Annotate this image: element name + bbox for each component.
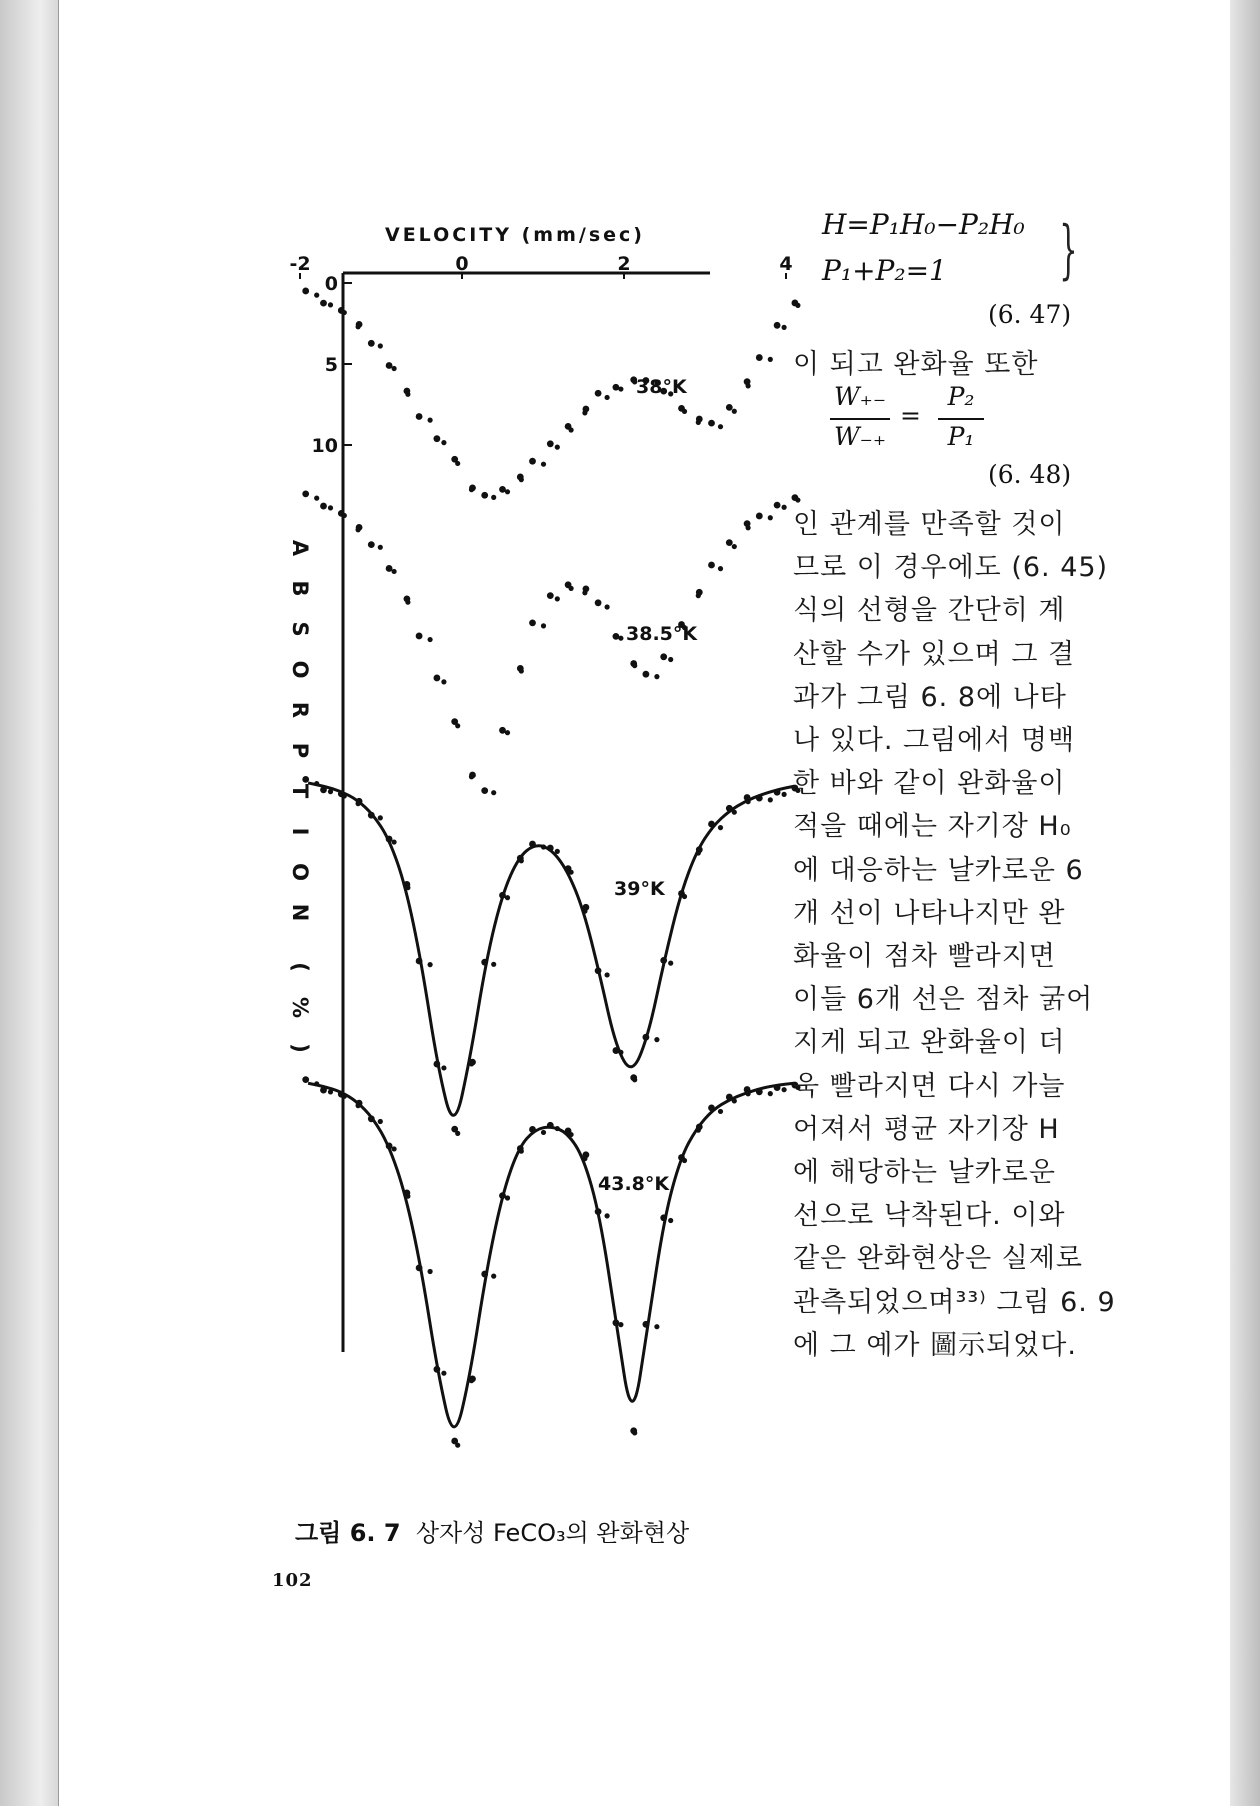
fraction-p-numerator: P₂ xyxy=(947,382,975,411)
data-point xyxy=(481,787,488,794)
data-point xyxy=(481,1271,488,1278)
data-point xyxy=(416,958,423,965)
fraction-w xyxy=(830,382,890,456)
data-point xyxy=(547,845,554,852)
data-point xyxy=(569,427,574,432)
data-point xyxy=(356,801,361,806)
equation-number-6-47: (6. 47) xyxy=(988,300,1072,329)
data-point xyxy=(782,325,787,330)
data-point xyxy=(643,1034,650,1041)
data-point xyxy=(726,1094,733,1101)
data-point xyxy=(768,515,773,520)
data-point xyxy=(342,1094,347,1099)
data-point xyxy=(718,424,723,429)
data-point xyxy=(434,1366,441,1373)
data-point xyxy=(795,303,800,308)
data-point xyxy=(569,586,574,591)
y-tick-label: 5 xyxy=(324,354,338,376)
data-point xyxy=(491,790,496,795)
data-point xyxy=(555,1126,560,1131)
equation-number-6-48: (6. 48) xyxy=(988,460,1072,489)
series-3 xyxy=(302,776,800,1136)
data-point xyxy=(547,592,554,599)
data-point xyxy=(519,477,524,482)
x-tick-label: 4 xyxy=(779,253,793,275)
body-text-line: 이들 6개 선은 점차 굵어 xyxy=(793,984,1094,1016)
data-point xyxy=(746,799,751,804)
data-point xyxy=(392,569,397,574)
body-text-line: 같은 완화현상은 실제로 xyxy=(793,1243,1083,1275)
data-point xyxy=(582,410,587,415)
data-point xyxy=(320,1087,327,1094)
body-text-line: 에 그 예가 圖示되었다. xyxy=(793,1329,1077,1361)
y-axis-title-char: O xyxy=(288,863,312,881)
equation-6-47-line-1: H=P₁H₀−P₂H₀ xyxy=(822,208,1025,241)
data-point xyxy=(660,957,667,964)
data-point xyxy=(718,1109,723,1114)
data-point xyxy=(541,623,546,628)
data-point xyxy=(519,1149,524,1154)
fraction-p-denominator: P₁ xyxy=(947,422,975,451)
data-point xyxy=(605,1213,610,1218)
data-point xyxy=(416,1265,423,1272)
data-point xyxy=(491,495,496,500)
data-point xyxy=(696,850,701,855)
data-point xyxy=(320,786,327,793)
data-point xyxy=(643,1321,650,1328)
data-point xyxy=(708,821,715,828)
y-axis-title-char: A xyxy=(288,539,312,557)
y-axis-title-char: B xyxy=(288,580,312,597)
data-point xyxy=(405,600,410,605)
data-point xyxy=(428,637,433,642)
data-point xyxy=(768,797,773,802)
body-text-line: 개 선이 나타나지만 완 xyxy=(793,897,1066,929)
data-point xyxy=(782,505,787,510)
data-point xyxy=(613,384,620,391)
fraction-p-bar xyxy=(938,418,984,420)
data-point xyxy=(499,892,506,899)
fraction-equals: = xyxy=(900,401,921,430)
data-point xyxy=(768,1091,773,1096)
data-point xyxy=(682,894,687,899)
data-point xyxy=(541,844,546,849)
data-point xyxy=(569,1132,574,1137)
data-point xyxy=(434,1061,441,1068)
data-point xyxy=(708,1104,715,1111)
fraction-w-numerator: W₊₋ xyxy=(833,382,887,411)
data-point xyxy=(519,858,524,863)
y-tick-label: 10 xyxy=(311,435,338,457)
data-point xyxy=(595,390,602,397)
data-point xyxy=(469,487,474,492)
y-axis-title-char: S xyxy=(288,621,312,637)
data-point xyxy=(342,310,347,315)
y-axis-title-char: O xyxy=(288,660,312,679)
data-point xyxy=(441,1065,446,1070)
data-point xyxy=(768,357,773,362)
data-point xyxy=(696,1128,701,1133)
data-point xyxy=(582,590,587,595)
series-temperature-label: 39°K xyxy=(614,878,665,900)
data-point xyxy=(356,527,361,532)
data-point xyxy=(660,653,667,660)
y-axis-title-char: % xyxy=(288,996,312,1019)
data-point xyxy=(378,815,383,820)
data-point xyxy=(368,1115,375,1122)
body-text-line: 관측되었으며³³⁾ 그림 6. 9 xyxy=(793,1286,1116,1318)
data-point xyxy=(618,1322,623,1327)
spectra-series xyxy=(302,288,800,1448)
y-tick-label: 0 xyxy=(324,273,338,295)
x-tick-labels xyxy=(289,253,792,279)
data-point xyxy=(469,774,474,779)
data-point xyxy=(434,435,441,442)
data-point xyxy=(529,620,536,627)
data-point xyxy=(342,793,347,798)
data-point xyxy=(405,1194,410,1199)
body-text-line: 인 관계를 만족할 것이 xyxy=(793,509,1066,540)
data-point xyxy=(356,324,361,329)
figure-caption-text: 상자성 FeCO₃의 완화현상 xyxy=(415,1519,690,1547)
data-point xyxy=(386,1143,393,1150)
data-point xyxy=(491,962,496,967)
data-point xyxy=(386,362,393,369)
data-point xyxy=(386,836,393,843)
data-point xyxy=(368,541,375,548)
data-point xyxy=(618,1050,623,1055)
data-point xyxy=(505,895,510,900)
data-point xyxy=(774,789,781,796)
data-point xyxy=(632,1430,637,1435)
data-point xyxy=(774,1084,781,1091)
y-axis-title-char: T xyxy=(288,783,312,799)
data-point xyxy=(405,885,410,890)
data-point xyxy=(756,354,763,361)
body-text-line: 지게 되고 완화율이 더 xyxy=(793,1027,1066,1059)
data-point xyxy=(708,420,715,427)
data-point xyxy=(499,486,506,493)
body-text-line: 에 대응하는 날카로운 6 xyxy=(793,854,1084,886)
series-temperature-label: 38.5°K xyxy=(626,623,698,645)
data-point xyxy=(605,604,610,609)
data-point xyxy=(756,795,763,802)
data-point xyxy=(632,1077,637,1082)
data-point xyxy=(378,343,383,348)
series-temperature-label: 38°K xyxy=(636,376,687,398)
data-point xyxy=(378,1119,383,1124)
data-point xyxy=(718,566,723,571)
data-point xyxy=(378,545,383,550)
data-point xyxy=(555,445,560,450)
data-point xyxy=(342,513,347,518)
data-point xyxy=(618,636,623,641)
data-point xyxy=(726,404,733,411)
data-point xyxy=(529,841,536,848)
series-temperature-label: 43.8°K xyxy=(598,1173,670,1195)
fraction-w-bar xyxy=(830,418,890,420)
data-point xyxy=(328,1089,333,1094)
data-point xyxy=(320,300,327,307)
data-point xyxy=(314,781,319,786)
equation-6-47-line-2: P₁+P₂=1 xyxy=(822,254,947,287)
data-point xyxy=(529,458,536,465)
data-point xyxy=(416,633,423,640)
data-point xyxy=(428,962,433,967)
data-point xyxy=(302,288,309,295)
data-point xyxy=(618,386,623,391)
body-text-line: 산할 수가 있으며 그 결 xyxy=(793,638,1076,670)
data-point xyxy=(541,462,546,467)
data-point xyxy=(441,440,446,445)
data-point xyxy=(481,959,488,966)
data-point xyxy=(302,776,309,783)
data-point xyxy=(320,503,327,510)
body-text-line: 적을 때에는 자기장 H₀ xyxy=(793,811,1072,843)
series-fit-line xyxy=(308,1083,794,1427)
x-tick-label: 2 xyxy=(617,253,631,275)
data-point xyxy=(726,539,733,546)
data-point xyxy=(582,909,587,914)
data-point xyxy=(441,1371,446,1376)
series-1 xyxy=(302,288,800,500)
data-point xyxy=(328,505,333,510)
data-point xyxy=(613,633,620,640)
data-point xyxy=(654,674,659,679)
data-point xyxy=(314,496,319,501)
data-point xyxy=(660,1214,667,1221)
equation-brace: } xyxy=(1059,213,1078,287)
data-point xyxy=(428,418,433,423)
data-point xyxy=(682,1158,687,1163)
data-point xyxy=(668,657,673,662)
data-point xyxy=(555,849,560,854)
data-point xyxy=(314,293,319,298)
data-point xyxy=(392,366,397,371)
data-point xyxy=(696,420,701,425)
data-point xyxy=(668,961,673,966)
body-text-line: 화율이 점차 빨라지면 xyxy=(793,941,1056,972)
data-point xyxy=(774,322,781,329)
data-point xyxy=(434,675,441,682)
data-point xyxy=(654,1324,659,1329)
series-2 xyxy=(302,491,800,796)
data-point xyxy=(746,525,751,530)
data-point xyxy=(328,302,333,307)
data-point xyxy=(499,727,506,734)
y-axis-title-char: N xyxy=(288,903,312,922)
data-point xyxy=(595,599,602,606)
data-point xyxy=(746,383,751,388)
data-point xyxy=(547,440,554,447)
data-point xyxy=(632,663,637,668)
data-point xyxy=(595,1208,602,1215)
data-point xyxy=(643,671,650,678)
data-point xyxy=(519,668,524,673)
body-text-line: 므로 이 경우에도 (6. 45) xyxy=(793,552,1109,584)
data-point xyxy=(726,805,733,812)
data-point xyxy=(718,825,723,830)
x-tick-label: -2 xyxy=(289,253,311,275)
data-point xyxy=(455,723,460,728)
data-point xyxy=(356,1103,361,1108)
data-point xyxy=(302,491,309,498)
y-axis-title-char: ( xyxy=(288,962,312,972)
data-point xyxy=(505,1195,510,1200)
y-axis-title xyxy=(288,540,312,1053)
data-point xyxy=(708,562,715,569)
data-point xyxy=(746,1091,751,1096)
x-axis-title: VELOCITY (mm/sec) xyxy=(385,224,645,246)
data-point xyxy=(499,1192,506,1199)
data-point xyxy=(756,1088,763,1095)
data-point xyxy=(782,1087,787,1092)
body-text-line: 어져서 평균 자기장 H xyxy=(793,1113,1060,1145)
data-point xyxy=(668,1218,673,1223)
data-point xyxy=(547,1122,554,1129)
body-text-line: 과가 그림 6. 8에 나타 xyxy=(793,681,1067,713)
data-point xyxy=(455,1443,460,1448)
data-point xyxy=(416,413,423,420)
data-point xyxy=(605,972,610,977)
data-point xyxy=(392,1146,397,1151)
data-point xyxy=(314,1081,319,1086)
body-text-line: 선으로 낙착된다. 이와 xyxy=(793,1200,1066,1232)
x-tick-label: 0 xyxy=(455,253,469,275)
data-point xyxy=(732,544,737,549)
series-4 xyxy=(302,1076,800,1448)
data-point xyxy=(455,461,460,466)
data-point xyxy=(405,392,410,397)
data-point xyxy=(368,812,375,819)
page-number: 102 xyxy=(272,1570,313,1591)
data-point xyxy=(469,1061,474,1066)
data-point xyxy=(756,513,763,520)
data-point xyxy=(392,839,397,844)
y-axis-title-char: R xyxy=(288,701,312,719)
data-point xyxy=(555,596,560,601)
data-point xyxy=(386,565,393,572)
data-point xyxy=(595,967,602,974)
data-point xyxy=(328,789,333,794)
data-point xyxy=(582,1156,587,1161)
data-point xyxy=(613,1047,620,1054)
data-point xyxy=(505,489,510,494)
data-point xyxy=(654,1037,659,1042)
fraction-w-denominator: W₋₊ xyxy=(833,422,887,451)
body-text-line: 욱 빨라지면 다시 가늘 xyxy=(793,1070,1066,1102)
data-point xyxy=(455,1131,460,1136)
data-point xyxy=(469,1378,474,1383)
data-point xyxy=(774,502,781,509)
data-point xyxy=(613,1319,620,1326)
body-text-line: 한 바와 같이 완화율이 xyxy=(793,768,1066,800)
data-point xyxy=(491,1274,496,1279)
data-point xyxy=(732,409,737,414)
y-axis-title-char: ) xyxy=(288,1043,312,1053)
data-point xyxy=(505,730,510,735)
data-point xyxy=(682,409,687,414)
data-point xyxy=(569,870,574,875)
data-point xyxy=(782,792,787,797)
body-text-line: 식의 선형을 간단히 계 xyxy=(793,595,1066,627)
data-point xyxy=(368,340,375,347)
text-line-after-equation: 이 되고 완화율 또한 xyxy=(793,349,1039,380)
y-axis-title-char: P xyxy=(288,742,312,759)
data-point xyxy=(732,1098,737,1103)
data-point xyxy=(302,1076,309,1083)
data-point xyxy=(732,810,737,815)
y-tick-labels xyxy=(312,273,352,457)
figure-caption xyxy=(295,1513,689,1548)
data-point xyxy=(605,395,610,400)
body-text-line: 나 있다. 그림에서 명백 xyxy=(793,725,1076,756)
data-point xyxy=(696,593,701,598)
series-fit-line xyxy=(308,783,794,1115)
data-point xyxy=(441,679,446,684)
body-text-line: 에 해당하는 날카로운 xyxy=(793,1157,1056,1188)
fraction-p xyxy=(938,382,984,456)
data-point xyxy=(481,492,488,499)
data-point xyxy=(529,1126,536,1133)
data-point xyxy=(428,1269,433,1274)
figure-caption-label: 그림 6. 7 xyxy=(295,1519,401,1547)
data-point xyxy=(541,1130,546,1135)
y-axis-title-char: I xyxy=(288,827,312,836)
